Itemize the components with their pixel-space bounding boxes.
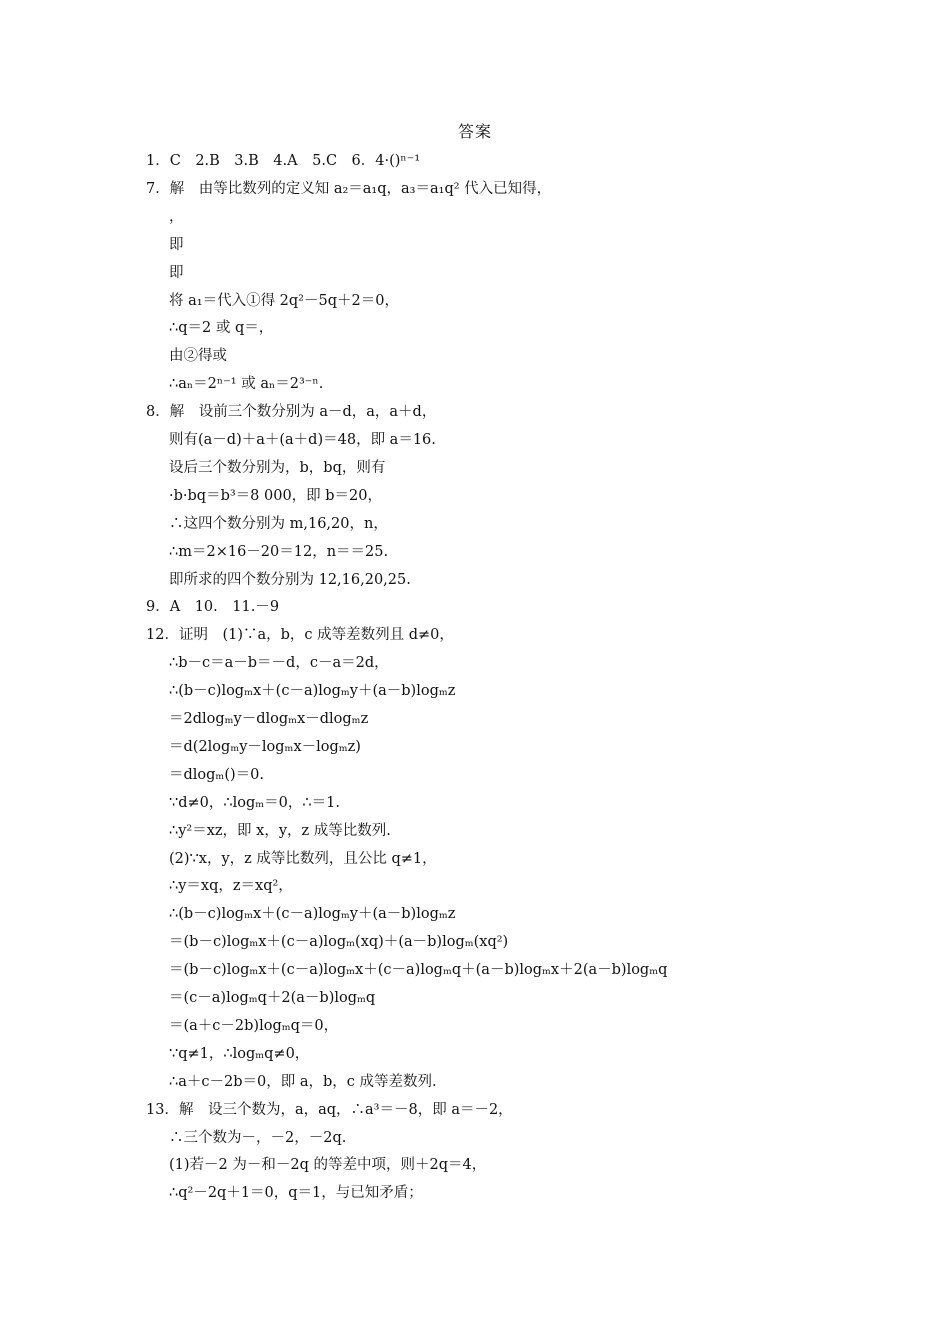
answer-line: 则有(a－d)＋a＋(a＋d)＝48，即 a＝16. — [169, 432, 436, 448]
answer-line: 12．证明 (1)∵a，b，c 成等差数列且 d≠0， — [146, 627, 454, 644]
answer-line: ∴q²－2q＋1＝0，q＝1，与已知矛盾； — [169, 1185, 423, 1202]
answer-line: ∴这四个数分别为 m,16,20，n， — [169, 515, 388, 532]
answer-line: ＝dlogₘ()＝0. — [169, 766, 264, 783]
answer-line: ＝2dlogₘy－dlogₘx－dlogₘz — [169, 711, 369, 727]
answer-line: ∴y＝xq，z＝xq²， — [169, 878, 293, 895]
answer-line: ∵d≠0，∴logₘ＝0，∴＝1. — [169, 794, 340, 811]
answer-line: 将 a₁＝代入①得 2q²－5q＋2＝0， — [169, 292, 399, 309]
answer-line: ＝(b－c)logₘx＋(c－a)logₘx＋(c－a)logₘq＋(a－b)logₘx＋2(a－b)logₘq — [169, 962, 668, 979]
answer-line: ＝(b－c)logₘx＋(c－a)logₘ(xq)＋(a－b)logₘ(xq²) — [169, 934, 509, 951]
answer-line: 即 — [169, 264, 184, 281]
answer-line: ＝(a＋c－2b)logₘq＝0， — [169, 1017, 339, 1034]
answer-line: ∴(b－c)logₘx＋(c－a)logₘy＋(a－b)logₘz — [169, 683, 456, 700]
answer-line: ∴b－c＝a－b＝－d，c－a＝2d， — [169, 655, 389, 672]
answer-line: ， — [169, 208, 184, 225]
answer-line: 1．C 2.B 3.B 4.A 5.C 6．4·()ⁿ⁻¹ — [146, 153, 421, 169]
answer-line: (1)若－2 为－和－2q 的等差中项，则＋2q＝4， — [169, 1157, 487, 1174]
answer-line: ∴m＝2×16－20＝12，n＝＝25. — [169, 543, 389, 560]
answer-line: 设后三个数分别为，b，bq，则有 — [169, 459, 386, 476]
answer-line: 9．A 10. 11.－9 — [146, 599, 280, 616]
answer-line: ∵q≠1，∴logₘq≠0， — [169, 1045, 310, 1062]
answer-line: ·b·bq＝b³＝8 000，即 b＝20， — [169, 487, 383, 504]
answer-line: ＝d(2logₘy－logₘx－logₘz) — [169, 738, 361, 755]
answer-line: 即所求的四个数分别为 12,16,20,25. — [169, 571, 411, 588]
answer-line: (2)∵x，y，z 成等比数列，且公比 q≠1， — [169, 850, 437, 867]
answer-line: 8．解 设前三个数分别为 a－d，a，a＋d， — [146, 404, 437, 421]
answer-line: ∴三个数为－，－2，－2q. — [169, 1129, 347, 1146]
answer-line: ＝(c－a)logₘq＋2(a－b)logₘq — [169, 990, 376, 1006]
answer-line: ∴q＝2 或 q＝， — [169, 320, 274, 337]
answer-line: 即 — [169, 236, 184, 253]
answer-line: 由②得或 — [169, 348, 227, 365]
answer-line: 13．解 设三个数为，a，aq，∴a³＝－8，即 a＝－2， — [146, 1101, 513, 1118]
answer-line: ∴aₙ＝2ⁿ⁻¹ 或 aₙ＝2³⁻ⁿ. — [169, 376, 324, 393]
answer-line: ∴a＋c－2b＝0，即 a，b，c 成等差数列. — [169, 1073, 437, 1090]
answer-line: 7．解 由等比数列的定义知 a₂＝a₁q，a₃＝a₁q² 代入已知得， — [146, 180, 552, 197]
answer-line: ∴(b－c)logₘx＋(c－a)logₘy＋(a－b)logₘz — [169, 906, 456, 923]
page-title: 答案 — [457, 122, 492, 141]
answer-line: ∴y²＝xz，即 x，y，z 成等比数列. — [169, 822, 391, 839]
